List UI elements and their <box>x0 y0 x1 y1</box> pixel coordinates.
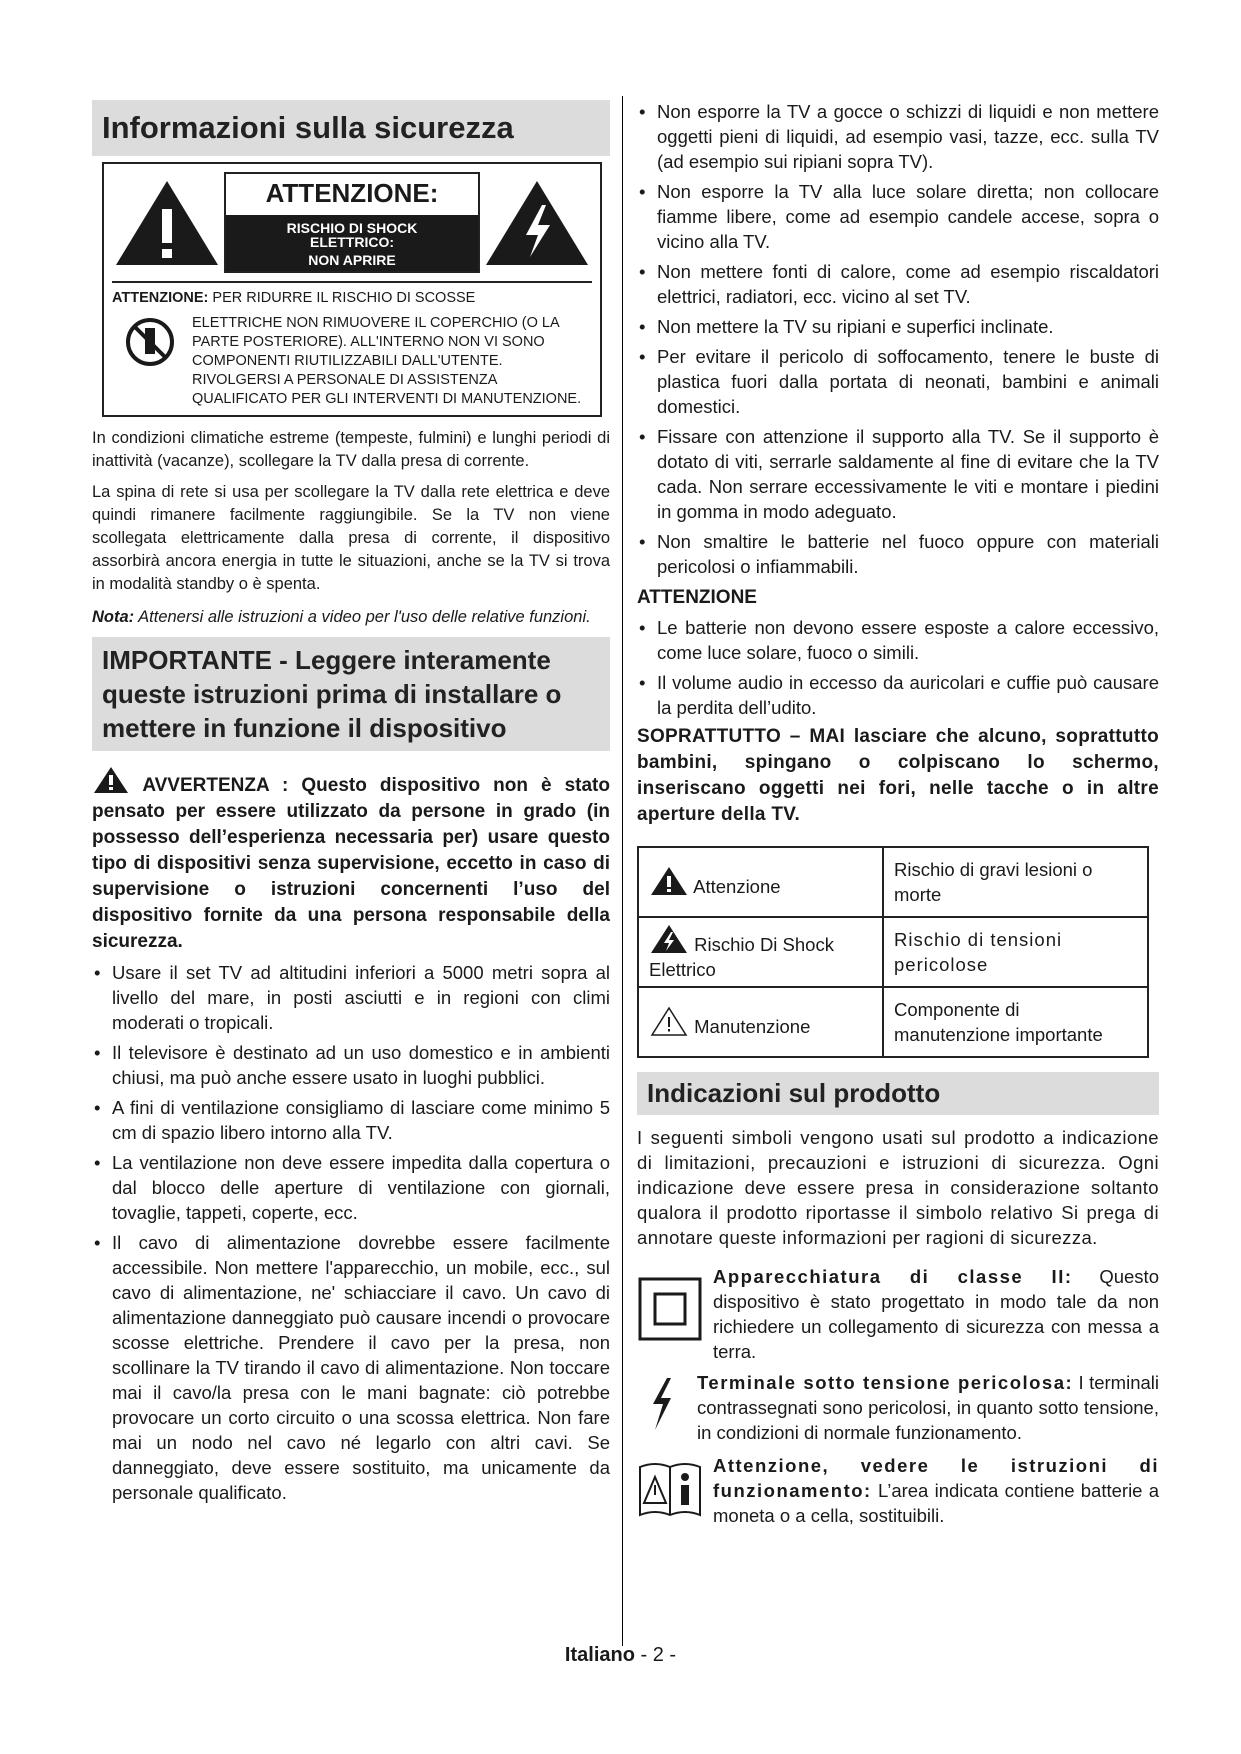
caution-outline-icon <box>649 1005 689 1037</box>
footer-language: Italiano <box>564 1644 635 1666</box>
list-item: • Non esporre la TV a gocce o schizzi di liquidi e non mettere oggetti pieni di liquidi, ad esempio vasi, tazze, ecc. sulla TV (ad esempio sui ripiani sopra TV). <box>637 99 1159 174</box>
instructions-text <box>713 1453 1159 1528</box>
list-item: • Non smaltire le batterie nel fuoco oppure con materiali pericolosi o infiammabili. <box>637 529 1159 579</box>
warning-triangle-icon <box>92 765 130 795</box>
list-item: • Fissare con attenzione il supporto alla TV. Se il supporto è dotato di viti, serrarle saldamente al fine di evitare che la TV cada. Non serrare eccessivamente le viti e montare i piedini in gomma in modo adeguato. <box>637 424 1159 524</box>
attenzione-heading: ATTENZIONE <box>637 587 757 608</box>
table-cell <box>638 917 883 987</box>
warning-box <box>102 162 602 417</box>
climate-paragraph: In condizioni climatiche estreme (tempeste, fulmini) e lunghi periodi di inattività (vacanze), scollegare la TV dalla presa di corrente. <box>92 429 610 470</box>
table-row <box>638 987 1148 1057</box>
terminal-text <box>697 1370 1159 1445</box>
class2-indication <box>637 1264 1159 1364</box>
read-instructions-icon <box>637 1457 703 1521</box>
table-cell: Rischio di gravi lesioni o morte <box>883 847 1148 917</box>
warning-body <box>112 308 592 409</box>
product-intro-paragraph: I seguenti simboli vengono usati sul prodotto a indicazione di limitazioni, precauzioni e istruzioni di sicurezza. Ogni indicazione deve essere presa in considerazione soltanto qualora il prodotto riportasse il simbolo relativo Si prega di annotare queste informazioni per ragioni di sicurezza. <box>637 1127 1159 1248</box>
right-column <box>637 100 1159 1528</box>
list-item: • Le batterie non devono essere esposte a calore eccessivo, come luce solare, fuoco o simili. <box>637 615 1159 665</box>
warning-box-top <box>112 172 592 283</box>
list-item: • Il televisore è destinato ad un uso domestico e in ambienti chiusi, ma può anche essere usato in luoghi pubblici. <box>92 1040 610 1090</box>
avvertenza-text: AVVERTENZA : Questo dispositivo non è stato pensato per essere utilizzato da persone in grado (in possesso dell’esperienza necessaria per) usare questo tipo di dispositivi senza supervisione, eccetto in caso di supervisione o istruzioni concernenti l’uso del dispositivo fornite da una persona responsabile della sicurezza. <box>92 775 610 952</box>
list-item: • La ventilazione non deve essere impedita dalla copertura o dal blocco delle aperture di ventilazione con giornali, tovaglie, tappeti, coperte, ecc. <box>92 1150 610 1225</box>
warning-line1: PER RIDURRE IL RISCHIO DI SCOSSE <box>212 290 476 306</box>
attention-subtitle <box>226 215 478 271</box>
electric-shock-triangle-icon <box>482 177 592 269</box>
page-title: Informazioni sulla sicurezza <box>92 100 610 156</box>
warning-label: ATTENZIONE: <box>112 290 209 306</box>
right-bullet-list-2 <box>637 615 1159 720</box>
symbol-label: Rischio Di Shock Elettrico <box>649 933 834 980</box>
warning-triangle-icon <box>649 865 689 897</box>
symbol-table <box>637 846 1149 1058</box>
class2-text <box>713 1264 1159 1364</box>
electric-shock-triangle-icon <box>649 923 689 955</box>
product-indications-heading: Indicazioni sul prodotto <box>637 1072 1159 1115</box>
note-text: Attenersi alle istruzioni a video per l'uso delle relative funzioni. <box>134 608 591 626</box>
attention-sub-line: RISCHIO DI SHOCK <box>286 220 418 236</box>
important-heading: IMPORTANTE - Leggere interamente queste istruzioni prima di installare o mettere in funzione il dispositivo <box>92 637 610 751</box>
list-item: • Il cavo di alimentazione dovrebbe essere facilmente accessibile. Non mettere l'apparecchio, un mobile, ecc., sul cavo di alimentazione, ne' schiacciare il cavo. Un cavo di alimentazione danneggiato può causare incendi o provocare scosse elettriche. Prendere il cavo per la presa, non scollinare la TV tirando il cavo di alimentazione. Non toccare mai il cavo/la presa con le mani bagnate: ciò potrebbe provocare un corto circuito o una scossa elettrica. Non fare mai un nodo nel cavo né legarlo con altri cavi. Se danneggiato, deve essere sostituito, ma unicamente da personale qualificato. <box>92 1230 610 1505</box>
warning-triangle-icon <box>112 177 222 269</box>
table-cell: Rischio di tensioni pericolose <box>883 917 1148 987</box>
instructions-indication <box>637 1453 1159 1528</box>
right-bullet-list <box>637 99 1159 579</box>
warning-body-text: ELETTRICHE NON RIMUOVERE IL COPERCHIO (O LA PARTE POSTERIORE). ALL'INTERNO NON VI SONO COMPONENTI RIUTILIZZABILI DALL'UTENTE. RIVOLGERSI A PERSONALE DI ASSISTENZA QUALIFICATO PER GLI INTERVENTI DI MANUTENZIONE. <box>192 315 582 407</box>
attention-sub-line: ELETTRICO: <box>310 234 394 250</box>
no-open-icon <box>112 314 192 374</box>
list-item: • Il volume audio in eccesso da auricolari e cuffie può causare la perdita dell’udito. <box>637 670 1159 720</box>
list-item: • Non esporre la TV alla luce solare diretta; non collocare fiamme libere, come ad esempio candele accese, sopra o vicino alla TV. <box>637 179 1159 254</box>
list-item: • Usare il set TV ad altitudini inferiori a 5000 metri sopra al livello del mare, in posti asciutti e in regioni con climi moderati o tropicali. <box>92 960 610 1035</box>
mains-plug-paragraph: La spina di rete si usa per scollegare la TV dalla rete elettrica e deve quindi rimanere facilmente raggiungibile. Se la TV non viene scollegata elettricamente dalla presa di corrente, il dispositivo assorbirà ancora energia in tutte le situazioni, anche se la TV si trova in modalità standby o è spenta. <box>92 483 610 593</box>
table-cell: Componente di manutenzione importante <box>883 987 1148 1057</box>
terminal-desc: I terminali contrassegnati sono pericolosi, in quanto sotto tensione, in condizioni di normale funzionamento. <box>697 1372 1159 1443</box>
class2-title: Apparecchiatura di classe II: <box>713 1266 1073 1287</box>
symbol-label: Attenzione <box>693 876 781 897</box>
footer-page-number: - 2 - <box>634 1644 677 1666</box>
table-cell <box>638 987 883 1057</box>
symbol-label: Manutenzione <box>694 1016 811 1037</box>
instructions-title: Attenzione, vedere le istruzioni di funzionamento: <box>713 1455 1159 1501</box>
page-footer <box>0 1644 1241 1667</box>
attention-title: ATTENZIONE: <box>265 178 439 208</box>
warning-first-line <box>112 283 592 308</box>
lightning-bolt-icon <box>637 1374 687 1434</box>
list-item: • Non mettere fonti di calore, come ad esempio riscaldatori elettrici, radiatori, ecc. vicino al set TV. <box>637 259 1159 309</box>
instructions-desc: L’area indicata contiene batterie a moneta o a cella, sostituibili. <box>713 1480 1159 1526</box>
note-label: Nota: <box>92 608 135 626</box>
list-item: • Per evitare il pericolo di soffocamento, tenere le buste di plastica fuori dalla portata di neonati, bambini e animali domestici. <box>637 344 1159 419</box>
list-item: • Non mettere la TV su ripiani e superfici inclinate. <box>637 314 1159 339</box>
avvertenza-paragraph <box>92 765 610 955</box>
left-bullet-list <box>92 960 610 1505</box>
note-paragraph <box>92 606 610 629</box>
class-ii-double-square-icon <box>637 1276 703 1342</box>
list-item: • A fini di ventilazione consigliamo di lasciare come minimo 5 cm di spazio libero intorno alla TV. <box>92 1095 610 1145</box>
column-divider <box>622 96 623 1646</box>
terminal-title: Terminale sotto tensione pericolosa: <box>697 1372 1074 1393</box>
class2-desc: Questo dispositivo è stato progettato in modo tale da non richiedere un collegamento di sicurezza con messa a terra. <box>713 1266 1159 1362</box>
attention-label-box <box>224 172 480 273</box>
attention-sub-line: NON APRIRE <box>308 252 396 268</box>
table-row <box>638 847 1148 917</box>
table-cell <box>638 847 883 917</box>
left-column <box>92 100 610 1505</box>
soprattutto-paragraph: SOPRATTUTTO – MAI lasciare che alcuno, soprattutto bambini, spingano o colpiscano lo schermo, inseriscano oggetti nei fori, nelle tacche o in altre aperture della TV. <box>637 726 1159 825</box>
terminal-indication <box>637 1370 1159 1445</box>
table-row <box>638 917 1148 987</box>
